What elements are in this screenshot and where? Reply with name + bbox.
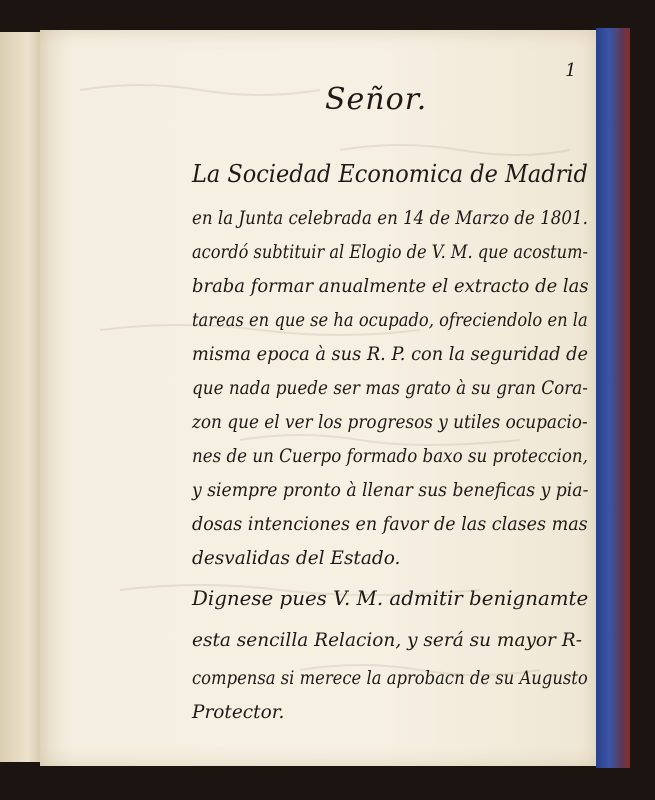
manuscript-page xyxy=(40,30,596,766)
facing-page-edge xyxy=(0,32,41,762)
paragraph-2-line-2: esta sencilla Relacion, y será su mayor R- xyxy=(192,630,582,651)
paragraph-2-line-1: Dignese pues V. M. admitir benignamte xyxy=(192,586,589,610)
paragraph-1-line-12: desvalidas del Estado. xyxy=(192,548,401,569)
salutation-heading: Señor. xyxy=(325,82,428,117)
paragraph-1-line-4: braba formar anualmente el extracto de las xyxy=(192,276,589,297)
paragraph-1-line-10: y siempre pronto à llenar sus beneficas y pia- xyxy=(192,480,589,501)
paragraph-1-line-11: dosas intenciones en favor de las clases mas xyxy=(192,514,588,535)
paragraph-1-line-9: nes de un Cuerpo formado baxo su proteccion, xyxy=(192,446,588,467)
paragraph-1-line-1: La Sociedad Economica de Madrid xyxy=(192,160,588,188)
book-binding xyxy=(596,28,630,768)
paragraph-1-line-8: zon que el ver los progresos y utiles ocupacio- xyxy=(192,412,588,433)
paragraph-1-line-5: tareas en que se ha ocupado, ofreciendolo en la xyxy=(192,310,588,331)
paragraph-2-line-3: compensa si merece la aprobacn de su Augusto xyxy=(192,668,588,689)
paragraph-2-line-4: Protector. xyxy=(192,702,285,723)
paragraph-1-line-7: que nada puede ser mas grato à su gran Cora- xyxy=(192,378,588,399)
paragraph-1-line-2: en la Junta celebrada en 14 de Marzo de 1801. xyxy=(192,208,588,229)
paragraph-1-line-6: misma epoca à sus R. P. con la seguridad de xyxy=(192,344,588,365)
page-number: 1 xyxy=(565,60,577,81)
paragraph-1-line-3: acordó subtituir al Elogio de V. M. que acostum- xyxy=(192,242,588,263)
